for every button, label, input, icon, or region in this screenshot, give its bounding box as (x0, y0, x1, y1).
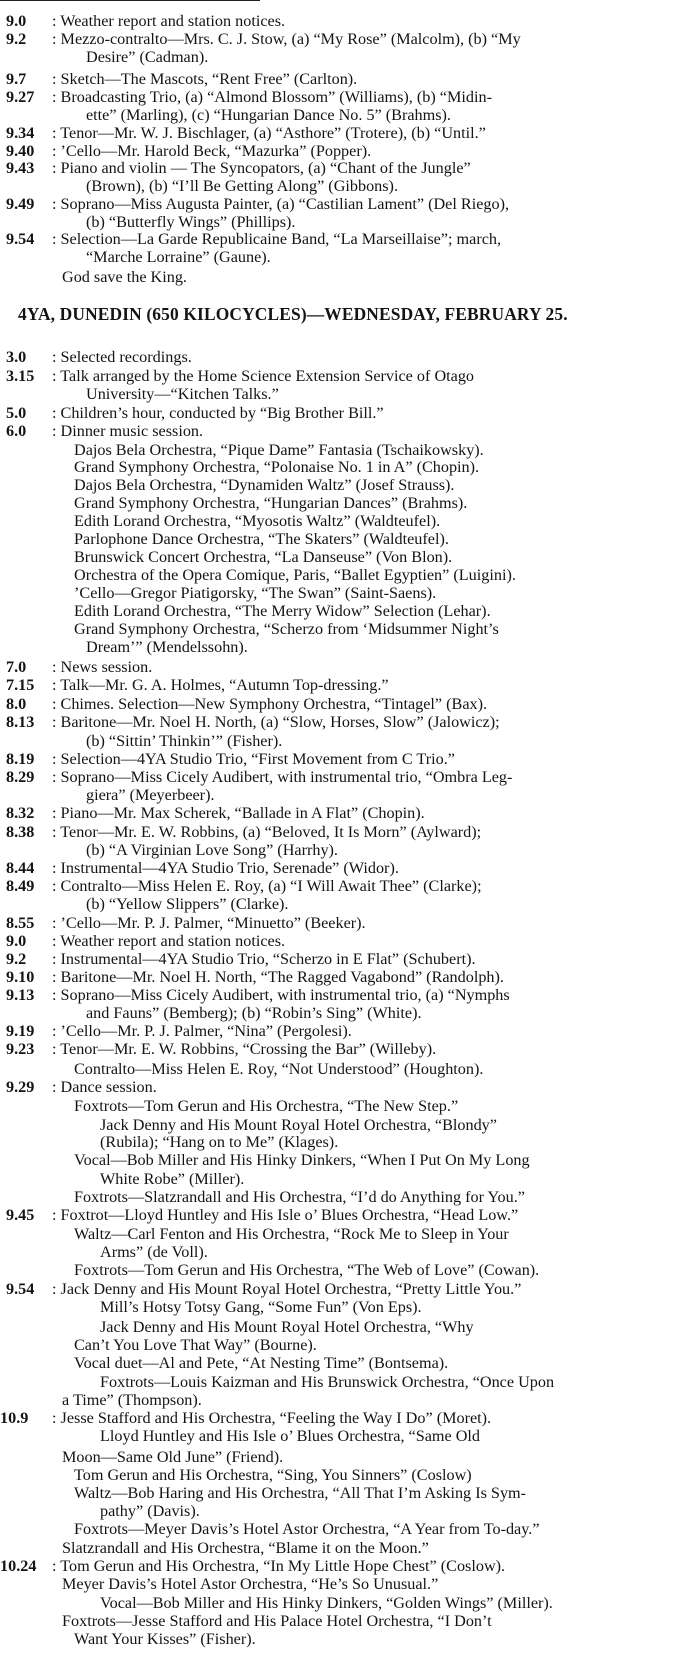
programme-line: (b) “Sittin’ Thinkin’” (Fisher). (86, 732, 283, 750)
programme-time: 9.54 (6, 1280, 35, 1298)
programme-line: : ’Cello—Mr. Harold Beck, “Mazurka” (Popper). (52, 142, 372, 160)
programme-time: 7.15 (6, 676, 35, 694)
programme-line: a Time” (Thompson). (62, 1391, 202, 1409)
programme-line: (b) “Yellow Slippers” (Clarke). (86, 895, 289, 913)
programme-line: : Selection—La Garde Republicaine Band, “La Marseillaise”; march, (52, 230, 502, 248)
programme-line: : Selected recordings. (52, 348, 192, 366)
programme-time: 9.29 (6, 1078, 35, 1096)
programme-line: White Robe” (Miller). (100, 1170, 245, 1188)
programme-line: Dajos Bela Orchestra, “Pique Dame” Fantasia (Tschaikowsky). (74, 441, 484, 459)
programme-time: 9.2 (6, 950, 27, 968)
programme-line: Arms” (de Voll). (100, 1243, 208, 1261)
programme-line: Foxtrots—Jesse Stafford and His Palace Hotel Orchestra, “I Don’t (62, 1612, 492, 1630)
programme-line: : Piano and violin — The Syncopators, (a) “Chant of the Jungle” (52, 159, 471, 177)
programme-line: : Weather report and station notices. (52, 932, 286, 950)
programme-line: Edith Lorand Orchestra, “The Merry Widow” Selection (Lehar). (74, 602, 491, 620)
programme-time: 9.43 (6, 159, 35, 177)
programme-time: 9.0 (6, 12, 27, 30)
programme-line: : ’Cello—Mr. P. J. Palmer, “Nina” (Pergolesi). (52, 1022, 352, 1040)
programme-time: 9.49 (6, 195, 35, 213)
programme-line: : Foxtrot—Lloyd Huntley and His Isle o’ Blues Orchestra, “Head Low.” (52, 1206, 519, 1224)
programme-line: Foxtrots—Meyer Davis’s Hotel Astor Orchestra, “A Year from To-day.” (74, 1520, 540, 1538)
programme-line: : Talk—Mr. G. A. Holmes, “Autumn Top-dressing.” (52, 676, 389, 694)
programme-line: Vocal duet—Al and Pete, “At Nesting Time” (Bontsema). (74, 1354, 449, 1372)
programme-line: Contralto—Miss Helen E. Roy, “Not Understood” (Houghton). (74, 1060, 484, 1078)
programme-line: Jack Denny and His Mount Royal Hotel Orchestra, “Blondy” (100, 1116, 497, 1134)
programme-line: ’Cello—Gregor Piatigorsky, “The Swan” (Saint-Saens). (74, 584, 437, 602)
programme-time: 3.15 (6, 367, 35, 385)
programme-line: Grand Symphony Orchestra, “Hungarian Dances” (Brahms). (74, 494, 468, 512)
programme-time: 8.13 (6, 713, 35, 731)
programme-line: Brunswick Concert Orchestra, “La Danseuse” (Von Blon). (74, 548, 453, 566)
programme-time: 9.2 (6, 30, 27, 48)
programme-line: “Marche Lorraine” (Gaune). (86, 248, 271, 266)
programme-line: : Baritone—Mr. Noel H. North, (a) “Slow, Horses, Slow” (Jalowicz); (52, 713, 500, 731)
station-heading: 4YA, DUNEDIN (650 KILOCYCLES)—WEDNESDAY, FEBRUARY 25. (18, 304, 568, 324)
programme-line: Can’t You Love That Way” (Bourne). (74, 1336, 317, 1354)
programme-time: 9.45 (6, 1206, 35, 1224)
programme-line: God save the King. (62, 268, 187, 286)
programme-line: : Contralto—Miss Helen E. Roy, (a) “I Will Await Thee” (Clarke); (52, 877, 482, 895)
programme-line: Dajos Bela Orchestra, “Dynamiden Waltz” (Josef Strauss). (74, 476, 455, 494)
programme-line: Waltz—Bob Haring and His Orchestra, “All That I’m Asking Is Sym- (74, 1484, 527, 1502)
programme-line: : Children’s hour, conducted by “Big Brother Bill.” (52, 404, 384, 422)
programme-line: Orchestra of the Opera Comique, Paris, “Ballet Egyptien” (Luigini). (74, 566, 516, 584)
programme-line: : Dance session. (52, 1078, 157, 1096)
programme-line: : Mezzo-contralto—Mrs. C. J. Stow, (a) “My Rose” (Malcolm), (b) “My (52, 30, 521, 48)
programme-line: : Talk arranged by the Home Science Extension Service of Otago (52, 367, 475, 385)
programme-line: Slatzrandall and His Orchestra, “Blame it on the Moon.” (62, 1539, 429, 1557)
programme-line: : Chimes. Selection—New Symphony Orchestra, “Tintagel” (Bax). (52, 695, 488, 713)
programme-time: 8.55 (6, 914, 35, 932)
programme-time: 9.23 (6, 1040, 35, 1058)
programme-line: Desire” (Cadman). (86, 48, 209, 66)
programme-time: 9.54 (6, 230, 35, 248)
programme-line: : Jesse Stafford and His Orchestra, “Feeling the Way I Do” (Moret). (52, 1409, 492, 1427)
programme-time: 8.29 (6, 768, 35, 786)
programme-line: giera” (Meyerbeer). (86, 786, 215, 804)
programme-time: 10.24 (0, 1557, 37, 1575)
programme-time: 8.44 (6, 859, 35, 877)
programme-line: : Soprano—Miss Cicely Audibert, with instrumental trio, “Ombra Leg- (52, 768, 513, 786)
programme-line: University—“Kitchen Talks.” (86, 385, 279, 403)
programme-line: : Broadcasting Trio, (a) “Almond Blossom” (Williams), (b) “Midin- (52, 88, 492, 106)
programme-line: Jack Denny and His Mount Royal Hotel Orchestra, “Why (100, 1318, 474, 1336)
programme-line: pathy” (Davis). (100, 1502, 200, 1520)
top-rule (0, 0, 260, 1)
programme-line: (b) “A Virginian Love Song” (Harrhy). (86, 841, 338, 859)
programme-line: : ’Cello—Mr. P. J. Palmer, “Minuetto” (Beeker). (52, 914, 366, 932)
programme-line: : Tenor—Mr. W. J. Bischlager, (a) “Asthore” (Trotere), (b) “Until.” (52, 124, 486, 142)
programme-line: Grand Symphony Orchestra, “Scherzo from ‘Midsummer Night’s (74, 620, 499, 638)
programme-line: Dream’” (Mendelssohn). (86, 638, 248, 656)
programme-line: (Rubila); “Hang on to Me” (Klages). (100, 1133, 339, 1151)
programme-line: Tom Gerun and His Orchestra, “Sing, You Sinners” (Coslow) (74, 1466, 472, 1484)
programme-line: Parlophone Dance Orchestra, “The Skaters” (Waldteufel). (74, 530, 449, 548)
programme-time: 9.10 (6, 968, 35, 986)
programme-time: 10.9 (0, 1409, 29, 1427)
programme-line: Waltz—Carl Fenton and His Orchestra, “Rock Me to Sleep in Your (74, 1225, 509, 1243)
programme-line: Moon—Same Old June” (Friend). (62, 1448, 284, 1466)
programme-line: : Jack Denny and His Mount Royal Hotel Orchestra, “Pretty Little You.” (52, 1280, 522, 1298)
programme-line: Want Your Kisses” (Fisher). (74, 1630, 256, 1648)
programme-line: and Fauns” (Bemberg); (b) “Robin’s Sing” (White). (86, 1004, 422, 1022)
programme-time: 9.0 (6, 932, 27, 950)
programme-line: Vocal—Bob Miller and His Hinky Dinkers, “Golden Wings” (Miller). (100, 1594, 553, 1612)
programme-line: Foxtrots—Slatzrandall and His Orchestra, “I’d do Anything for You.” (74, 1188, 525, 1206)
programme-line: Grand Symphony Orchestra, “Polonaise No. 1 in A” (Chopin). (74, 458, 480, 476)
programme-time: 3.0 (6, 348, 27, 366)
programme-line: : Soprano—Miss Cicely Audibert, with instrumental trio, (a) “Nymphs (52, 986, 510, 1004)
programme-time: 9.19 (6, 1022, 35, 1040)
programme-line: : News session. (52, 658, 153, 676)
programme-time: 9.13 (6, 986, 35, 1004)
programme-line: : Baritone—Mr. Noel H. North, “The Ragged Vagabond” (Randolph). (52, 968, 504, 986)
programme-time: 8.49 (6, 877, 35, 895)
programme-time: 7.0 (6, 658, 27, 676)
programme-line: Foxtrots—Tom Gerun and His Orchestra, “The New Step.” (74, 1097, 459, 1115)
programme-line: (b) “Butterfly Wings” (Phillips). (86, 213, 296, 231)
programme-line: Edith Lorand Orchestra, “Myosotis Waltz” (Waldteufel). (74, 512, 441, 530)
programme-line: : Tenor—Mr. E. W. Robbins, (a) “Beloved, It Is Morn” (Aylward); (52, 823, 482, 841)
programme-line: Foxtrots—Louis Kaizman and His Brunswick Orchestra, “Once Upon (100, 1373, 555, 1391)
programme-time: 9.7 (6, 70, 27, 88)
programme-time: 8.0 (6, 695, 27, 713)
programme-line: : Instrumental—4YA Studio Trio, “Scherzo in E Flat” (Schubert). (52, 950, 476, 968)
programme-line: Foxtrots—Tom Gerun and His Orchestra, “The Web of Love” (Cowan). (74, 1261, 540, 1279)
programme-time: 6.0 (6, 422, 27, 440)
programme-time: 9.27 (6, 88, 35, 106)
programme-line: : Weather report and station notices. (52, 12, 286, 30)
programme-time: 8.19 (6, 750, 35, 768)
programme-time: 9.34 (6, 124, 35, 142)
programme-line: Meyer Davis’s Hotel Astor Orchestra, “He’s So Unusual.” (62, 1575, 439, 1593)
programme-line: : Soprano—Miss Augusta Painter, (a) “Castilian Lament” (Del Riego), (52, 195, 510, 213)
programme-line: : Sketch—The Mascots, “Rent Free” (Carlton). (52, 70, 358, 88)
programme-line: Lloyd Huntley and His Isle o’ Blues Orchestra, “Same Old (100, 1427, 481, 1445)
programme-time: 8.32 (6, 804, 35, 822)
programme-time: 9.40 (6, 142, 35, 160)
programme-line: : Instrumental—4YA Studio Trio, Serenade” (Widor). (52, 859, 399, 877)
programme-line: : Tenor—Mr. E. W. Robbins, “Crossing the Bar” (Willeby). (52, 1040, 437, 1058)
programme-line: : Dinner music session. (52, 422, 204, 440)
programme-line: : Selection—4YA Studio Trio, “First Movement from C Trio.” (52, 750, 455, 768)
programme-line: : Piano—Mr. Max Scherek, “Ballade in A Flat” (Chopin). (52, 804, 425, 822)
programme-line: Mill’s Hotsy Totsy Gang, “Some Fun” (Von Eps). (100, 1298, 422, 1316)
programme-time: 8.38 (6, 823, 35, 841)
programme-line: Vocal—Bob Miller and His Hinky Dinkers, “When I Put On My Long (74, 1151, 530, 1169)
programme-time: 5.0 (6, 404, 27, 422)
programme-line: : Tom Gerun and His Orchestra, “In My Little Hope Chest” (Coslow). (52, 1557, 506, 1575)
programme-line: ette” (Marling), (c) “Hungarian Dance No. 5” (Brahms). (86, 106, 451, 124)
programme-line: (Brown), (b) “I’ll Be Getting Along” (Gibbons). (86, 177, 398, 195)
